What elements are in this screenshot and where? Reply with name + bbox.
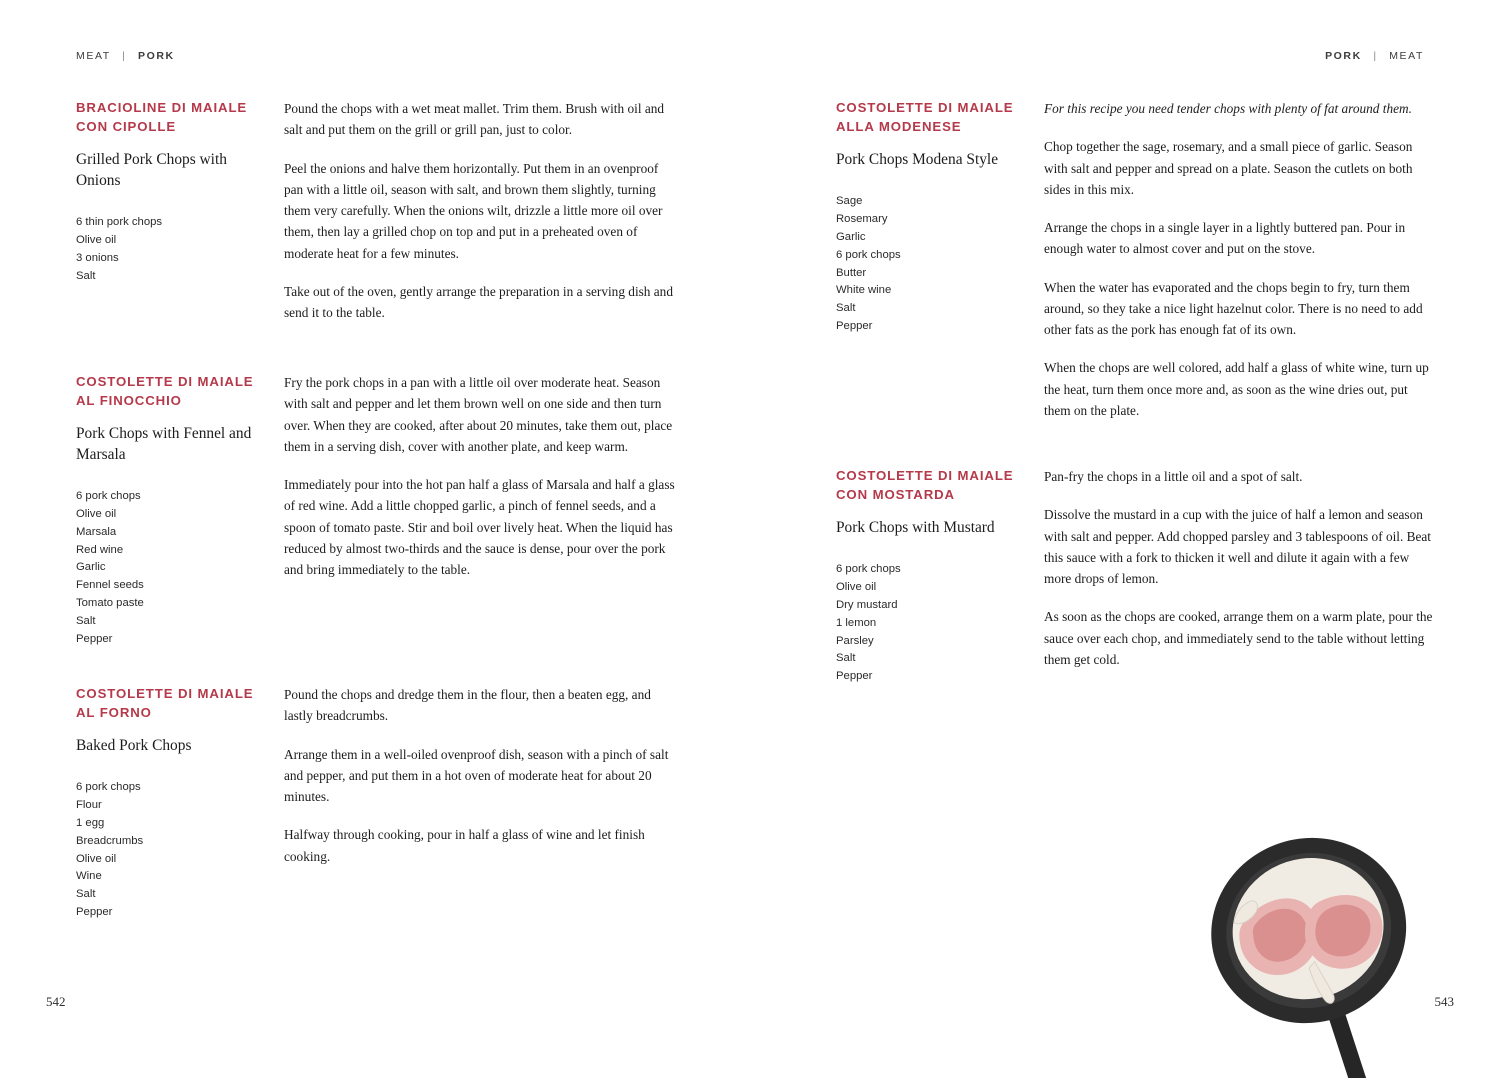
- list-item: Pepper: [76, 906, 113, 919]
- method-paragraph: Chop together the sage, rosemary, and a small piece of garlic. Season with salt and pepper and spread on a plate. Season the cutlets on both sides in this mix.: [1044, 139, 1413, 197]
- ingredient-list: [76, 214, 266, 284]
- method-paragraph: Pound the chops and dredge them in the flour, then a beaten egg, and lastly breadcrumbs.: [284, 687, 651, 724]
- recipe-title-english: Pork Chops with Mustard: [836, 519, 995, 537]
- method-paragraph: Peel the onions and halve them horizontally. Put them in an ovenproof pan with a little oil, season with salt, and brown them slightly, turning them very carefully. When the onions wilt, drizzle a little more oil over them, then lay a grilled chop on top and put in a preheated oven of moderate heat for a few minutes.: [284, 160, 663, 261]
- recipe-method-column: [284, 684, 676, 922]
- recipe-intro-note: For this recipe you need tender chops with plenty of fat around them.: [1044, 101, 1412, 116]
- method-paragraph: Arrange the chops in a single layer in a lightly buttered pan. Pour in enough water to almost cover and put on the stove.: [1044, 220, 1406, 257]
- list-item: Marsala: [76, 525, 117, 538]
- recipe-title-english: Pork Chops with Fennel and Marsala: [76, 425, 252, 464]
- method-paragraph: When the water has evaporated and the chops begin to fry, turn them around, so they take a nice light hazelnut color. There is no need to add other fats as the pork has enough fat of its own.: [1044, 279, 1423, 338]
- list-item: 6 pork chops: [836, 563, 901, 576]
- list-item: Olive oil: [836, 580, 877, 593]
- method-paragraph: Arrange them in a well-oiled ovenproof dish, season with a pinch of salt and pepper, and put them in a hot oven of moderate heat for about 20 minutes.: [284, 746, 669, 805]
- method-paragraph: Take out of the oven, gently arrange the preparation in a serving dish and send it to the table.: [284, 283, 673, 321]
- list-item: 6 pork chops: [76, 489, 141, 502]
- running-head-left-separator: |: [122, 50, 127, 62]
- list-item: Red wine: [76, 543, 124, 556]
- recipe-costolette-di-maiale-con-mostarda: [836, 466, 1436, 686]
- list-item: Olive oil: [76, 507, 117, 520]
- list-item: 6 pork chops: [836, 248, 901, 261]
- running-head-right-first: PORK: [1325, 50, 1362, 62]
- method-paragraph: Halfway through cooking, pour in half a glass of wine and let finish cooking.: [284, 827, 645, 864]
- method-paragraph: Pound the chops with a wet meat mallet. Trim them. Brush with oil and salt and put them on the grill or grill pan, just to color.: [284, 101, 665, 138]
- list-item: Olive oil: [76, 852, 117, 865]
- list-item: Breadcrumbs: [76, 834, 144, 847]
- ingredient-list: [76, 488, 266, 647]
- list-item: 1 egg: [76, 816, 105, 829]
- recipe-title-english: Pork Chops Modena Style: [836, 151, 999, 169]
- recipe-title-italian: COSTOLETTE DI MAIALE ALLA MODENESE: [836, 100, 1014, 135]
- recipe-method-column: [1044, 98, 1436, 421]
- list-item: Tomato paste: [76, 597, 144, 610]
- list-item: Olive oil: [76, 233, 117, 246]
- list-item: 1 lemon: [836, 616, 877, 629]
- list-item: Garlic: [836, 230, 866, 243]
- list-item: Pepper: [836, 320, 873, 333]
- list-item: White wine: [836, 284, 892, 297]
- recipe-heading-column: [76, 372, 266, 649]
- list-item: Dry mustard: [836, 598, 898, 611]
- running-head-left-second: PORK: [138, 50, 175, 62]
- recipe-title-italian: BRACIOLINE DI MAIALE CON CIPOLLE: [76, 100, 248, 135]
- list-item: Butter: [836, 266, 867, 279]
- recipe-costolette-di-maiale-al-forno: [76, 684, 676, 922]
- list-item: Fennel seeds: [76, 579, 144, 592]
- list-item: Sage: [836, 195, 863, 208]
- list-item: 6 pork chops: [76, 781, 141, 794]
- list-item: Garlic: [76, 561, 106, 574]
- list-item: Pepper: [76, 632, 113, 645]
- recipe-title-italian: COSTOLETTE DI MAIALE AL FORNO: [76, 686, 254, 721]
- recipe-heading-column: [836, 98, 1026, 421]
- recipe-title-english: Baked Pork Chops: [76, 737, 192, 755]
- method-paragraph: Dissolve the mustard in a cup with the juice of half a lemon and season with salt and pepper. Add chopped parsley and 3 tablespoons of oil. Beat this sauce with a fork to thicken it well and dilute it again with a few more drops of lemon.: [1044, 507, 1432, 587]
- list-item: Salt: [836, 652, 856, 665]
- list-item: Wine: [76, 870, 102, 883]
- frying-pan-illustration: [1160, 818, 1460, 1078]
- recipe-title-italian: COSTOLETTE DI MAIALE AL FINOCCHIO: [76, 374, 254, 409]
- ingredient-list: [836, 193, 1026, 335]
- running-head-right-second: MEAT: [1389, 50, 1424, 62]
- list-item: 3 onions: [76, 251, 119, 264]
- list-item: Salt: [76, 269, 96, 282]
- list-item: Salt: [76, 615, 96, 627]
- recipe-costolette-di-maiale-alla-modenese: [836, 98, 1436, 421]
- recipe-heading-column: [76, 684, 266, 922]
- recipe-heading-column: [836, 466, 1026, 686]
- running-head-left-first: MEAT: [76, 50, 111, 62]
- recipe-title-english: Grilled Pork Chops with Onions: [76, 151, 227, 190]
- method-paragraph: Fry the pork chops in a pan with a little oil over moderate heat. Season with salt and pepper and let them brown well on one side and then turn over. When they are cooked, after about 20 minutes, take them out, place them in a serving dish, cover with another plate, and keep warm.: [284, 375, 673, 454]
- recipe-method-column: [284, 98, 676, 323]
- list-item: Salt: [76, 888, 96, 901]
- list-item: Salt: [836, 302, 856, 315]
- ingredient-list: [76, 779, 266, 921]
- running-head-right-separator: |: [1373, 50, 1378, 62]
- recipe-title-italian: COSTOLETTE DI MAIALE CON MOSTARDA: [836, 468, 1014, 503]
- method-paragraph: Immediately pour into the hot pan half a glass of Marsala and half a glass of red wine. Add a little chopped garlic, a pinch of fennel seeds, and a spoon of tomato paste. Stir and boil over lively heat. When the liquid has reduced by almost two-thirds and the sauce is dense, pour over the pork and bring immediately to the table.: [284, 477, 675, 578]
- recipe-method-column: [284, 372, 676, 649]
- list-item: Rosemary: [836, 212, 888, 225]
- page-number-left: 542: [46, 994, 66, 1009]
- running-head-right: [1325, 50, 1424, 62]
- frying-pan-icon: [1160, 818, 1460, 1078]
- running-head-left: [76, 50, 175, 62]
- recipe-method-column: [1044, 466, 1436, 686]
- list-item: Flour: [76, 798, 102, 811]
- recipe-braciole-di-maiale-con-cipolle: [76, 98, 676, 323]
- recipe-costolette-di-maiale-al-finocchio: [76, 372, 676, 649]
- list-item: Pepper: [836, 670, 873, 683]
- ingredient-list: [836, 561, 1026, 685]
- page-number-right: 543: [1434, 994, 1454, 1009]
- recipe-heading-column: [76, 98, 266, 323]
- method-paragraph: As soon as the chops are cooked, arrange them on a warm plate, pour the sauce over each chop, and immediately send to the table without letting them get cold.: [1044, 609, 1433, 667]
- method-paragraph: Pan-fry the chops in a little oil and a spot of salt.: [1044, 469, 1303, 484]
- method-paragraph: When the chops are well colored, add half a glass of white wine, turn up the heat, turn them once more and, as soon as the wine dries out, put them on the plate.: [1044, 360, 1429, 418]
- list-item: 6 thin pork chops: [76, 215, 163, 228]
- list-item: Parsley: [836, 634, 874, 647]
